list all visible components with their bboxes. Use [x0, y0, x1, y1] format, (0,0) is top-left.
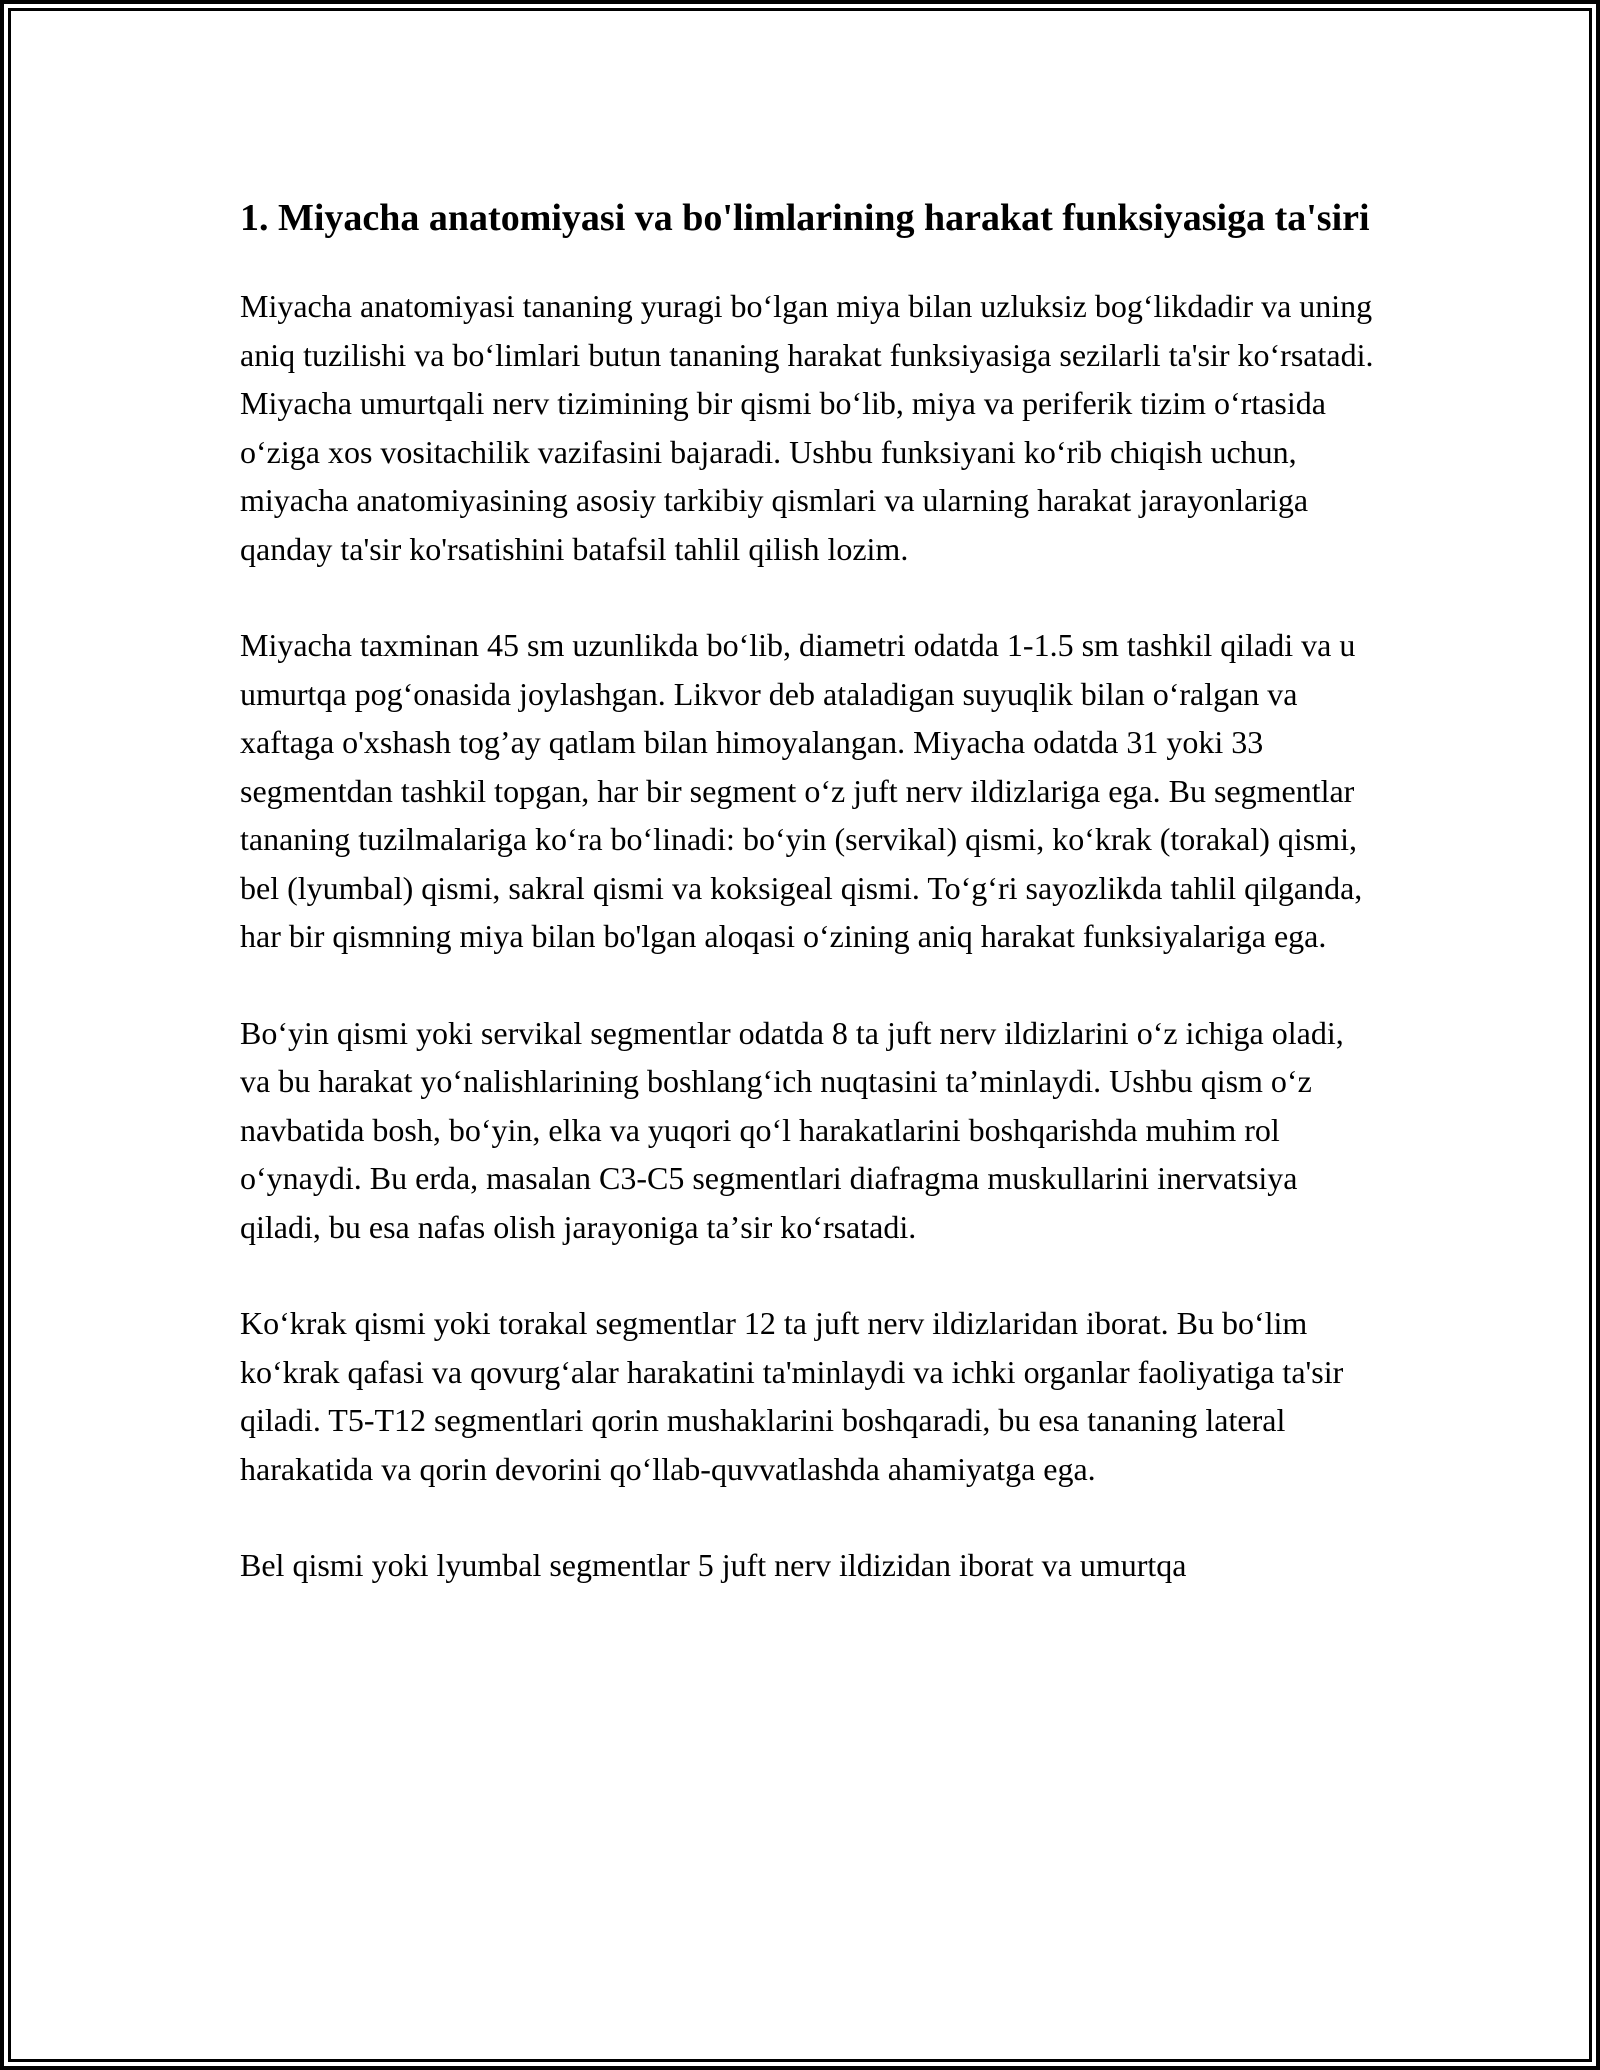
document-body	[240, 190, 1380, 1590]
paragraph-1: Miyacha anatomiyasi tananing yuragi boʻlgan miya bilan uzluksiz bogʻlikdadir va uning aniq tuzilishi va boʻlimlari butun tananing harakat funksiyasiga sezilarli ta'sir koʻrsatadi. Miyacha umurtqali nerv tizimining bir qismi boʻlib, miya va periferik tizim oʻrtasida oʻziga xos vositachilik vazifasini bajaradi. Ushbu funksiyani koʻrib chiqish uchun, miyacha anatomiyasining asosiy tarkibiy qismlari va ularning harakat jarayonlariga qanday ta'sir ko'rsatishini batafsil tahlil qilish lozim.	[240, 288, 1374, 567]
paragraph-2: Miyacha taxminan 45 sm uzunlikda boʻlib, diametri odatda 1-1.5 sm tashkil qiladi va u umurtqa pogʻonasida joylashgan. Likvor deb ataladigan suyuqlik bilan oʻralgan va xaftaga o'xshash togʼay qatlam bilan himoyalangan. Miyacha odatda 31 yoki 33 segmentdan tashkil topgan, har bir segment oʻz juft nerv ildizlariga ega. Bu segmentlar tananing tuzilmalariga koʻra boʻlinadi: boʻyin (servikal) qismi, koʻkrak (torakal) qismi, bel (lyumbal) qismi, sakral qismi va koksigeal qismi. Toʻgʻri sayozlikda tahlil qilganda, har bir qismning miya bilan bo'lgan aloqasi oʻzining aniq harakat funksiyalariga ega.	[240, 627, 1363, 954]
paragraph-3: Boʻyin qismi yoki servikal segmentlar odatda 8 ta juft nerv ildizlarini oʻz ichiga oladi, va bu harakat yoʻnalishlarining boshlangʻich nuqtasini taʼminlaydi. Ushbu qism oʻz navbatida bosh, boʻyin, elka va yuqori qoʻl harakatlarini boshqarishda muhim rol oʻynaydi. Bu erda, masalan C3-C5 segmentlari diafragma muskullarini inervatsiya qiladi, bu esa nafas olish jarayoniga taʼsir koʻrsatadi.	[240, 1014, 1344, 1245]
page-title: 1. Miyacha anatomiyasi va bo'limlarining harakat funksiyasiga ta'siri	[240, 197, 1370, 239]
paragraph-5: Bel qismi yoki lyumbal segmentlar 5 juft nerv ildizidan iborat va umurtqa	[240, 1547, 1187, 1583]
paragraph-4: Koʻkrak qismi yoki torakal segmentlar 12 ta juft nerv ildizlaridan iborat. Bu boʻlim koʻkrak qafasi va qovurgʻalar harakatini ta'minlaydi va ichki organlar faoliyatiga ta'sir qiladi. T5-T12 segmentlari qorin mushaklarini boshqaradi, bu esa tananing lateral harakatida va qorin devorini qoʻllab-quvvatlashda ahamiyatga ega.	[240, 1305, 1344, 1487]
